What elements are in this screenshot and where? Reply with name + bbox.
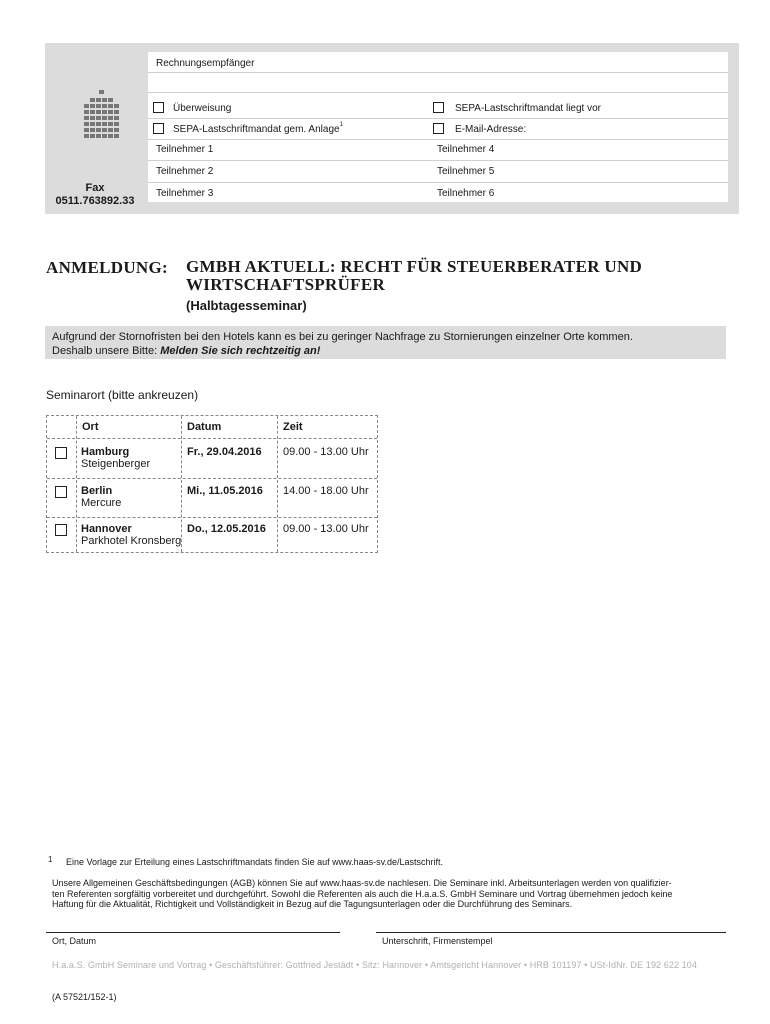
recipient-label: Rechnungsempfänger (156, 58, 255, 69)
sepa-exists-label: SEPA-Lastschriftmandat liegt vor (455, 103, 601, 114)
city-name: Hannover (81, 523, 132, 535)
transfer-checkbox[interactable] (153, 102, 164, 113)
terms-text (52, 878, 732, 910)
venue-name: Steigenberger (81, 458, 151, 470)
column-header-zeit: Zeit (283, 421, 303, 433)
terms-line-2: ten Referenten sorgfältig vorbereitet und durchgeführt. Sowohl die Referenten als auch die H.a.a.S. GmbH Seminare und Vortrag übernehmen jedoch keine (52, 888, 673, 899)
venue-name: Mercure (81, 497, 122, 509)
sepa-exists-checkbox[interactable] (433, 102, 444, 113)
participant-divider-1 (148, 160, 728, 161)
participant-6-label: Teilnehmer 6 (437, 188, 495, 199)
notice-emphasis: Melden Sie sich rechtzeitig an! (160, 345, 321, 357)
city-name: Hamburg (81, 446, 130, 458)
place-date-label: Ort, Datum (52, 936, 97, 946)
fax-icon (84, 90, 120, 142)
time-cell: 14.00 - 18.00 Uhr (283, 485, 369, 497)
footnote-ref: 1 (339, 122, 343, 128)
company-info: H.a.a.S. GmbH Seminare und Vortrag • Geschäftsführer: Gottfried Jestädt • Sitz: Hannover • Amtsgericht Hannover • HRB 101197 • USt-IdNr. DE 192 622 104 (52, 960, 697, 970)
hamburg-checkbox[interactable] (55, 447, 67, 459)
city-name: Berlin (81, 485, 113, 497)
berlin-checkbox[interactable] (55, 486, 67, 498)
participant-5-label: Teilnehmer 5 (437, 166, 495, 177)
terms-line-1: Unsere Allgemeinen Geschäftsbedingungen (AGB) können Sie auf www.haas-sv.de nachlesen. Die Seminare inkl. Arbeitsunterlagen werden von qualifizier- (52, 878, 672, 888)
table-row-hannover (81, 523, 181, 547)
participant-4-label: Teilnehmer 4 (437, 144, 495, 155)
venue-name: Parkhotel Kronsberg (81, 535, 182, 547)
sepa-attached-checkbox[interactable] (153, 123, 164, 134)
footnote-text: Eine Vorlage zur Erteilung eines Lastschriftmandats finden Sie auf www.haas-sv.de/Lastschrift. (66, 857, 444, 867)
participant-2-label: Teilnehmer 2 (156, 166, 214, 177)
terms-line-3: Haftung für die Aktualität, Richtigkeit und Vollständigkeit in Bezug auf die Tagungsunterlagen oder die Durchführung des Seminars. (52, 899, 573, 909)
fax-contact (50, 182, 140, 208)
place-date-line[interactable] (46, 932, 340, 933)
seminar-subtitle: (Halbtagesseminar) (186, 298, 307, 313)
fax-label: Fax (85, 182, 105, 194)
document-number: (A 57521/152-1) (52, 992, 117, 1002)
fax-number: 0511.763892.33 (55, 195, 135, 207)
notice-line-2: Deshalb unsere Bitte: Melden Sie sich rechtzeitig an! (52, 345, 321, 357)
column-header-ort: Ort (82, 421, 99, 433)
form-fields-area (148, 52, 728, 202)
signature-label: Unterschrift, Firmenstempel (382, 936, 493, 946)
hannover-checkbox[interactable] (55, 524, 67, 536)
time-cell: 09.00 - 13.00 Uhr (283, 523, 369, 535)
time-cell: 09.00 - 13.00 Uhr (283, 446, 369, 458)
seminar-location-label: Seminarort (bitte ankreuzen) (46, 388, 199, 402)
date-cell: Do., 12.05.2016 (187, 523, 266, 535)
signature-line[interactable] (376, 932, 726, 933)
table-row-berlin (81, 485, 121, 509)
date-cell: Fr., 29.04.2016 (187, 446, 262, 458)
recipient-line-2 (148, 92, 728, 93)
column-header-datum: Datum (187, 421, 222, 433)
transfer-label: Überweisung (173, 103, 232, 114)
participant-3-label: Teilnehmer 3 (156, 188, 214, 199)
seminar-title: GMBH AKTUELL: RECHT FÜR STEUERBERATER UND WIRTSCHAFTSPRÜFER (186, 257, 643, 294)
participant-divider-2 (148, 182, 728, 183)
notice-line-1: Aufgrund der Stornofristen bei den Hotels kann es bei zu geringer Nachfrage zu Stornierungen einzelner Orte kommen. (52, 331, 633, 343)
email-checkbox[interactable] (433, 123, 444, 134)
participant-1-label: Teilnehmer 1 (156, 144, 214, 155)
options-divider-2 (148, 139, 728, 140)
options-divider-1 (148, 118, 728, 119)
anmeldung-heading: ANMELDUNG: (46, 258, 168, 277)
recipient-line-1 (148, 72, 728, 73)
table-row-hamburg (81, 446, 150, 470)
sepa-attached-label: SEPA-Lastschriftmandat gem. Anlage$^1$ (173, 122, 343, 135)
footnote-number: 1 (48, 855, 53, 864)
date-cell: Mi., 11.05.2016 (187, 485, 263, 497)
email-label: E-Mail-Adresse: (455, 124, 527, 135)
